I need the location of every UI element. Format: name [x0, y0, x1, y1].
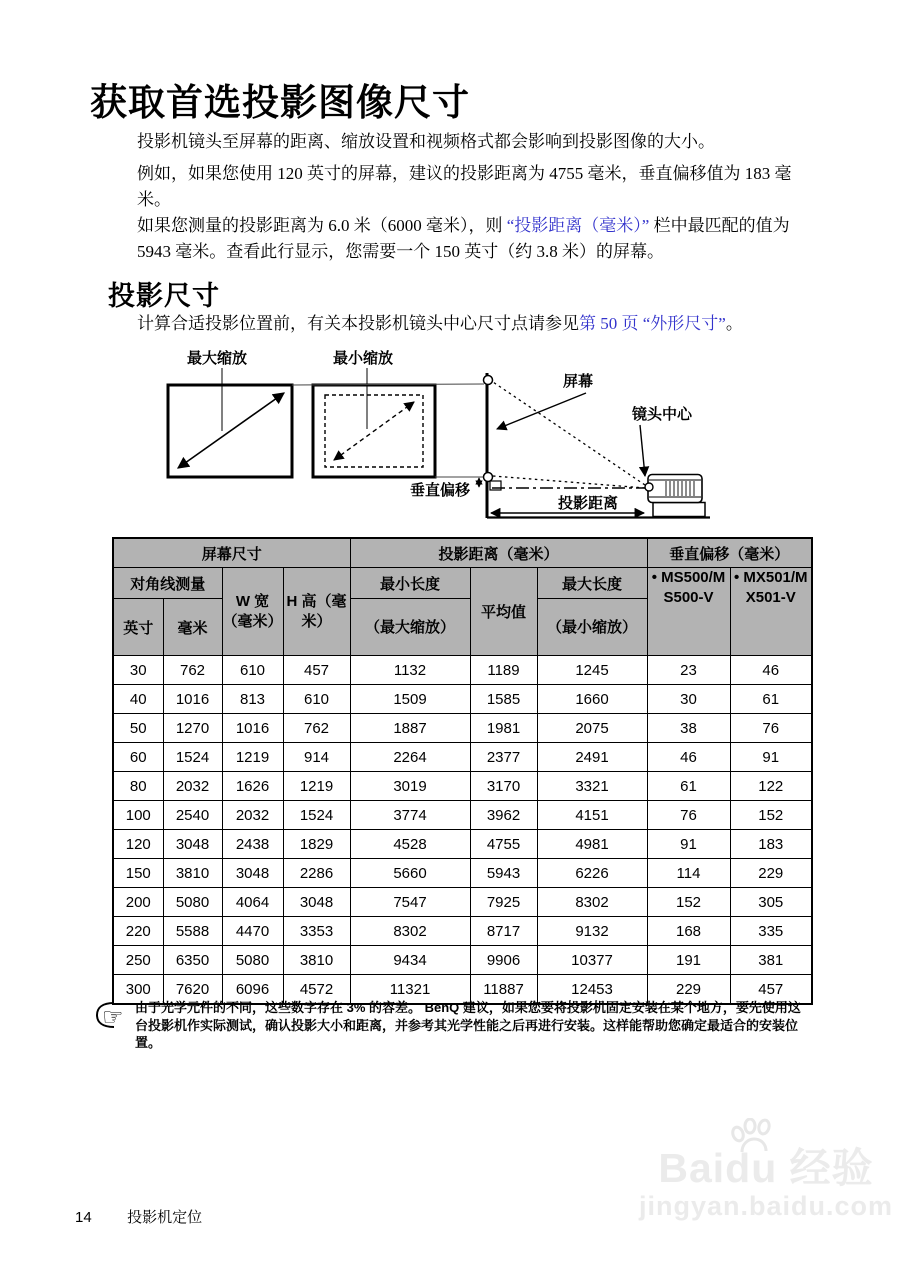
table-cell: 76 — [730, 714, 812, 743]
header-min-length — [350, 568, 470, 656]
table-cell: 1245 — [537, 656, 647, 685]
table-cell: 5943 — [470, 859, 537, 888]
table-cell: 1887 — [350, 714, 470, 743]
table-cell: 1219 — [222, 743, 283, 772]
text-run: 投影机镜头至屏幕的距离、缩放设置和视频格式都会影响到投影图像的大小。 — [137, 132, 715, 151]
table-cell: 30 — [647, 685, 730, 714]
table-cell: 3810 — [163, 859, 222, 888]
max-zoom-diagonal-arrow — [178, 393, 284, 468]
svg-text:☞: ☞ — [102, 1004, 124, 1031]
projector-stand — [653, 503, 705, 517]
table-cell: 2491 — [537, 743, 647, 772]
intro-paragraph-2 — [137, 161, 813, 213]
table-cell: 9434 — [350, 946, 470, 975]
header-model-mx501: • MX501/MX501-V — [730, 568, 812, 656]
table-cell: 76 — [647, 801, 730, 830]
table-cell: 9906 — [470, 946, 537, 975]
section-title: 投影尺寸 — [108, 281, 220, 311]
table-cell: 2377 — [470, 743, 537, 772]
table-cell: 457 — [730, 975, 812, 1005]
table-cell: 5080 — [222, 946, 283, 975]
table-cell: 11887 — [470, 975, 537, 1005]
table-cell: 610 — [283, 685, 350, 714]
table-cell: 5588 — [163, 917, 222, 946]
table-cell: 168 — [647, 917, 730, 946]
table-cell: 7925 — [470, 888, 537, 917]
table-cell: 200 — [113, 888, 163, 917]
table-cell: 91 — [647, 830, 730, 859]
header-average: 平均值 — [470, 568, 537, 656]
table-cell: 38 — [647, 714, 730, 743]
table-cell: 91 — [730, 743, 812, 772]
table-cell: 1270 — [163, 714, 222, 743]
group-header-projection-distance: 投影距离（毫米） — [350, 538, 647, 568]
text-run: 如果您测量的投影距离为 6.0 米（6000 毫米），则 — [137, 216, 507, 235]
table-cell: 4981 — [537, 830, 647, 859]
table-cell: 61 — [647, 772, 730, 801]
table-cell: 762 — [283, 714, 350, 743]
table-cell: 120 — [113, 830, 163, 859]
cross-reference-link[interactable]: “投影距离（毫米）” — [506, 216, 650, 235]
table-cell: 3321 — [537, 772, 647, 801]
table-cell: 152 — [647, 888, 730, 917]
footer-chapter: 投影机定位 — [127, 1209, 203, 1226]
lens-pointer-arrow — [640, 425, 645, 476]
table-cell: 229 — [730, 859, 812, 888]
table-cell: 1829 — [283, 830, 350, 859]
table-cell: 335 — [730, 917, 812, 946]
table-cell: 46 — [647, 743, 730, 772]
table-cell: 4470 — [222, 917, 283, 946]
group-header-screen-size: 屏幕尺寸 — [113, 538, 350, 568]
table-cell: 3048 — [163, 830, 222, 859]
table-cell: 1660 — [537, 685, 647, 714]
table-cell: 11321 — [350, 975, 470, 1005]
page-footer — [75, 1206, 202, 1227]
header-inch: 英寸 — [113, 599, 163, 656]
table-cell: 60 — [113, 743, 163, 772]
table-cell: 8302 — [537, 888, 647, 917]
table-cell: 12453 — [537, 975, 647, 1005]
table-group-header-row — [113, 538, 812, 568]
table-cell: 3048 — [222, 859, 283, 888]
table-cell: 1189 — [470, 656, 537, 685]
label-lens-center: 镜头中心 — [631, 406, 693, 423]
text-run: 计算合适投影位置前，有关本投影机镜头中心尺寸点请参见 — [137, 314, 579, 333]
label-vertical-offset: 垂直偏移 — [409, 482, 470, 499]
baidu-jingyan-watermark — [628, 1146, 903, 1222]
table-cell: 381 — [730, 946, 812, 975]
table-cell: 1524 — [283, 801, 350, 830]
table-cell: 8717 — [470, 917, 537, 946]
beam-top-dotted-line — [493, 382, 645, 485]
table-cell: 7620 — [163, 975, 222, 1005]
text-run: 。 — [725, 314, 743, 333]
table-cell: 10377 — [537, 946, 647, 975]
table-cell: 250 — [113, 946, 163, 975]
table-cell: 762 — [163, 656, 222, 685]
table-cell: 610 — [222, 656, 283, 685]
table-cell: 3774 — [350, 801, 470, 830]
table-cell: 1016 — [163, 685, 222, 714]
table-row — [113, 743, 812, 772]
watermark-brand: Baidu 经验 — [658, 1145, 874, 1191]
table-cell: 1524 — [163, 743, 222, 772]
table-cell: 6226 — [537, 859, 647, 888]
table-cell: 300 — [113, 975, 163, 1005]
screen-pointer-arrow — [497, 393, 586, 429]
table-row — [113, 830, 812, 859]
table-row — [113, 772, 812, 801]
header-model-ms500: • MS500/MS500-V — [647, 568, 730, 656]
min-zoom-diagonal-arrow — [334, 402, 414, 460]
screen-top-marker — [484, 376, 493, 385]
group-header-vertical-offset: 垂直偏移（毫米） — [647, 538, 812, 568]
table-cell: 122 — [730, 772, 812, 801]
table-cell: 5080 — [163, 888, 222, 917]
projector-lens-icon — [645, 483, 653, 491]
page-title: 获取首选投影图像尺寸 — [90, 82, 470, 123]
table-cell: 1585 — [470, 685, 537, 714]
table-cell: 3810 — [283, 946, 350, 975]
table-row — [113, 859, 812, 888]
table-cell: 3353 — [283, 917, 350, 946]
table-cell: 46 — [730, 656, 812, 685]
table-cell: 4572 — [283, 975, 350, 1005]
header-width: W 宽（毫米） — [222, 568, 283, 656]
header-max-length-title: 最大长度 — [538, 568, 647, 599]
table-cell: 1132 — [350, 656, 470, 685]
table-cell: 2264 — [350, 743, 470, 772]
projection-size-table — [112, 537, 813, 1005]
paw-icon — [728, 1118, 780, 1160]
table-cell: 40 — [113, 685, 163, 714]
table-cell: 100 — [113, 801, 163, 830]
table-cell: 1016 — [222, 714, 283, 743]
table-cell: 457 — [283, 656, 350, 685]
table-cell: 305 — [730, 888, 812, 917]
table-row — [113, 888, 812, 917]
table-cell: 150 — [113, 859, 163, 888]
table-cell: 183 — [730, 830, 812, 859]
table-cell: 2438 — [222, 830, 283, 859]
table-cell: 4528 — [350, 830, 470, 859]
header-min-length-title: 最小长度 — [351, 568, 470, 599]
text-run: 例如，如果您使用 120 英寸的屏幕，建议的投影距离为 4755 毫米，垂直偏移值为 183 毫米。 — [137, 164, 792, 209]
header-height: H 高（毫米） — [283, 568, 350, 656]
table-cell: 1981 — [470, 714, 537, 743]
table-row — [113, 917, 812, 946]
table-row — [113, 801, 812, 830]
intro-paragraph-3 — [137, 213, 813, 265]
table-cell: 220 — [113, 917, 163, 946]
table-cell: 229 — [647, 975, 730, 1005]
screen-bottom-marker — [484, 473, 493, 482]
table-cell: 4755 — [470, 830, 537, 859]
table-row — [113, 946, 812, 975]
table-cell: 114 — [647, 859, 730, 888]
header-max-length — [537, 568, 647, 656]
footer-page-number: 14 — [75, 1209, 92, 1226]
table-cell: 8302 — [350, 917, 470, 946]
table-cell: 6096 — [222, 975, 283, 1005]
section-intro-paragraph — [137, 311, 813, 337]
label-projection-distance: 投影距离 — [557, 495, 619, 512]
table-cell: 7547 — [350, 888, 470, 917]
table-cell: 5660 — [350, 859, 470, 888]
cross-reference-link[interactable]: 第 50 页 “外形尺寸” — [579, 314, 726, 333]
table-cell: 3019 — [350, 772, 470, 801]
table-cell: 914 — [283, 743, 350, 772]
note-hand-icon — [94, 1000, 132, 1032]
table-cell: 6350 — [163, 946, 222, 975]
label-min-zoom: 最小缩放 — [332, 350, 394, 367]
intro-paragraph-1 — [137, 129, 813, 155]
table-cell: 2286 — [283, 859, 350, 888]
header-diagonal: 对角线测量 — [113, 568, 222, 599]
table-cell: 3962 — [470, 801, 537, 830]
table-cell: 3170 — [470, 772, 537, 801]
table-cell: 2032 — [222, 801, 283, 830]
header-min-length-sub: （最大缩放） — [364, 619, 455, 636]
table-cell: 2075 — [537, 714, 647, 743]
table-cell: 30 — [113, 656, 163, 685]
text-run: 栏中最匹配的值为 5943 毫米。查看此行显示，您需要一个 150 英寸（约 3.8 米）的屏幕。 — [137, 216, 790, 261]
projection-table-body — [113, 656, 812, 1005]
table-row — [113, 656, 812, 685]
projector-illustration — [645, 475, 705, 517]
table-cell: 1626 — [222, 772, 283, 801]
note-text: 由于光学元件的不同，这些数字存在 3% 的容差。 BenQ 建议，如果您要将投影机固定安装在某个地方，要先使用这台投影机作实际测试，确认投影大小和距离，并参考其光学性能之后再进行安装。这样能帮助您确定最适合的安装位置。 — [135, 1000, 801, 1050]
table-cell: 80 — [113, 772, 163, 801]
table-cell: 2032 — [163, 772, 222, 801]
table-cell: 191 — [647, 946, 730, 975]
table-cell: 3048 — [283, 888, 350, 917]
table-cell: 4064 — [222, 888, 283, 917]
label-screen: 屏幕 — [562, 373, 594, 390]
table-cell: 9132 — [537, 917, 647, 946]
table-cell: 61 — [730, 685, 812, 714]
watermark-url: jingyan.baidu.com — [638, 1191, 894, 1221]
table-cell: 1219 — [283, 772, 350, 801]
table-cell: 23 — [647, 656, 730, 685]
table-row — [113, 685, 812, 714]
table-cell: 813 — [222, 685, 283, 714]
table-cell: 1509 — [350, 685, 470, 714]
projection-setup-diagram — [140, 345, 900, 539]
beam-bottom-dotted-line — [493, 476, 645, 488]
label-max-zoom: 最大缩放 — [186, 350, 248, 367]
table-cell: 50 — [113, 714, 163, 743]
table-cell: 4151 — [537, 801, 647, 830]
header-mm: 毫米 — [163, 599, 222, 656]
table-cell: 2540 — [163, 801, 222, 830]
table-cell: 152 — [730, 801, 812, 830]
table-row — [113, 714, 812, 743]
header-max-length-sub: （最小缩放） — [546, 619, 637, 636]
table-subheader-row — [113, 568, 812, 599]
